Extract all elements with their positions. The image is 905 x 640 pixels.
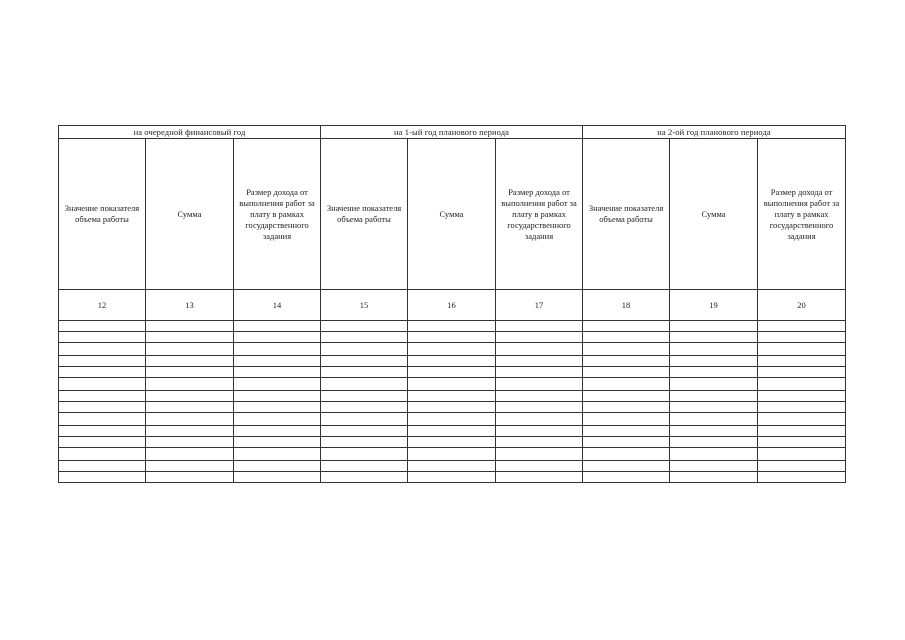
empty-cell [234,472,321,483]
col-sum-header: Сумма [408,139,496,290]
empty-cell [583,321,670,332]
empty-cell [234,461,321,472]
empty-cell [758,356,846,367]
col-income-header: Размер дохода от выполнения работ за плату в рамках государственного задания [234,139,321,290]
empty-cell [234,378,321,391]
empty-cell [758,378,846,391]
empty-cell [59,391,146,402]
empty-cell [59,461,146,472]
empty-cell [408,321,496,332]
empty-cell [59,332,146,343]
empty-cell [59,356,146,367]
empty-cell [234,343,321,356]
period-current-year: на очередной финансовый год [59,126,321,139]
empty-cell [670,472,758,483]
column-header-row [59,139,846,290]
table-row [59,391,846,402]
empty-cell [146,402,234,413]
table-row [59,413,846,426]
empty-cell [59,402,146,413]
empty-cell [321,321,408,332]
empty-cell [59,413,146,426]
column-number: 17 [496,290,583,321]
empty-cell [321,356,408,367]
empty-cell [408,391,496,402]
table-row [59,461,846,472]
empty-cell [321,472,408,483]
table-row [59,437,846,448]
empty-cell [408,448,496,461]
column-number: 13 [146,290,234,321]
empty-cell [758,437,846,448]
empty-cell [146,437,234,448]
col-value-header: Значение показателя объема работы [583,139,670,290]
empty-cell [146,426,234,437]
empty-cell [408,426,496,437]
empty-cell [670,437,758,448]
empty-cell [408,472,496,483]
empty-cell [758,448,846,461]
col-income-header: Размер дохода от выполнения работ за плату в рамках государственного задания [496,139,583,290]
empty-cell [496,448,583,461]
col-sum-header: Сумма [146,139,234,290]
empty-cell [496,472,583,483]
column-number: 12 [59,290,146,321]
empty-cell [146,413,234,426]
empty-cell [670,426,758,437]
empty-cell [496,356,583,367]
empty-cell [758,391,846,402]
empty-cell [583,437,670,448]
table-row [59,426,846,437]
empty-cell [234,448,321,461]
empty-cell [758,426,846,437]
empty-cell [146,356,234,367]
empty-cell [321,437,408,448]
empty-cell [583,413,670,426]
empty-cell [234,413,321,426]
empty-cell [496,378,583,391]
empty-cell [408,437,496,448]
empty-cell [408,356,496,367]
empty-cell [496,413,583,426]
period-second-plan-year: на 2-ой год планового периода [583,126,846,139]
empty-cell [146,378,234,391]
empty-cell [59,472,146,483]
empty-cell [670,461,758,472]
empty-cell [496,343,583,356]
empty-cell [408,343,496,356]
empty-cell [59,437,146,448]
col-value-header: Значение показателя объема работы [59,139,146,290]
empty-cell [321,448,408,461]
empty-cell [583,378,670,391]
empty-cell [758,472,846,483]
financial-plan-table [58,125,846,483]
empty-cell [408,402,496,413]
empty-cell [146,391,234,402]
table-row [59,402,846,413]
table-row [59,356,846,367]
empty-cell [234,321,321,332]
empty-cell [146,321,234,332]
empty-cell [59,378,146,391]
empty-cell [408,367,496,378]
empty-cell [583,402,670,413]
empty-cell [496,321,583,332]
table-row [59,332,846,343]
empty-cell [583,391,670,402]
table-row [59,367,846,378]
period-header-row [59,126,846,139]
empty-cell [758,461,846,472]
empty-cell [408,378,496,391]
table-row [59,378,846,391]
empty-cell [408,332,496,343]
empty-cell [670,402,758,413]
empty-cell [670,413,758,426]
empty-cell [758,402,846,413]
col-sum-header: Сумма [670,139,758,290]
empty-cell [670,391,758,402]
empty-cell [583,448,670,461]
empty-cell [234,367,321,378]
empty-cell [59,321,146,332]
empty-cell [670,367,758,378]
empty-cell [670,356,758,367]
empty-cell [496,367,583,378]
empty-cell [234,356,321,367]
empty-cell [670,448,758,461]
empty-cell [234,391,321,402]
empty-cell [583,367,670,378]
empty-cell [496,332,583,343]
empty-cell [583,332,670,343]
empty-cell [758,367,846,378]
empty-cell [59,343,146,356]
col-value-header: Значение показателя объема работы [321,139,408,290]
empty-cell [234,332,321,343]
empty-cell [234,426,321,437]
empty-cell [758,343,846,356]
empty-cell [146,472,234,483]
column-number: 14 [234,290,321,321]
empty-cell [583,356,670,367]
empty-cell [496,402,583,413]
empty-cell [321,426,408,437]
column-number: 16 [408,290,496,321]
table-row [59,321,846,332]
table-row [59,448,846,461]
empty-cell [583,343,670,356]
empty-cell [758,321,846,332]
empty-cell [321,402,408,413]
empty-cell [758,332,846,343]
empty-cell [321,367,408,378]
empty-cell [670,332,758,343]
empty-cell [670,378,758,391]
empty-cell [496,426,583,437]
blank-rows [59,321,846,483]
table-row [59,472,846,483]
empty-cell [670,343,758,356]
empty-cell [59,426,146,437]
column-number-row [59,290,846,321]
empty-cell [321,413,408,426]
col-income-header: Размер дохода от выполнения работ за плату в рамках государственного задания [758,139,846,290]
empty-cell [670,321,758,332]
empty-cell [408,461,496,472]
empty-cell [496,461,583,472]
empty-cell [59,367,146,378]
empty-cell [59,448,146,461]
empty-cell [321,332,408,343]
empty-cell [321,343,408,356]
empty-cell [146,448,234,461]
empty-cell [496,391,583,402]
empty-cell [321,378,408,391]
empty-cell [583,426,670,437]
empty-cell [234,402,321,413]
period-first-plan-year: на 1-ый год планового периода [321,126,583,139]
empty-cell [146,332,234,343]
empty-cell [146,461,234,472]
column-number: 15 [321,290,408,321]
table-row [59,343,846,356]
empty-cell [146,343,234,356]
empty-cell [496,437,583,448]
empty-cell [321,391,408,402]
empty-cell [758,413,846,426]
empty-cell [146,367,234,378]
column-number: 19 [670,290,758,321]
empty-cell [234,437,321,448]
empty-cell [408,413,496,426]
column-number: 20 [758,290,846,321]
empty-cell [321,461,408,472]
column-number: 18 [583,290,670,321]
empty-cell [583,472,670,483]
empty-cell [583,461,670,472]
